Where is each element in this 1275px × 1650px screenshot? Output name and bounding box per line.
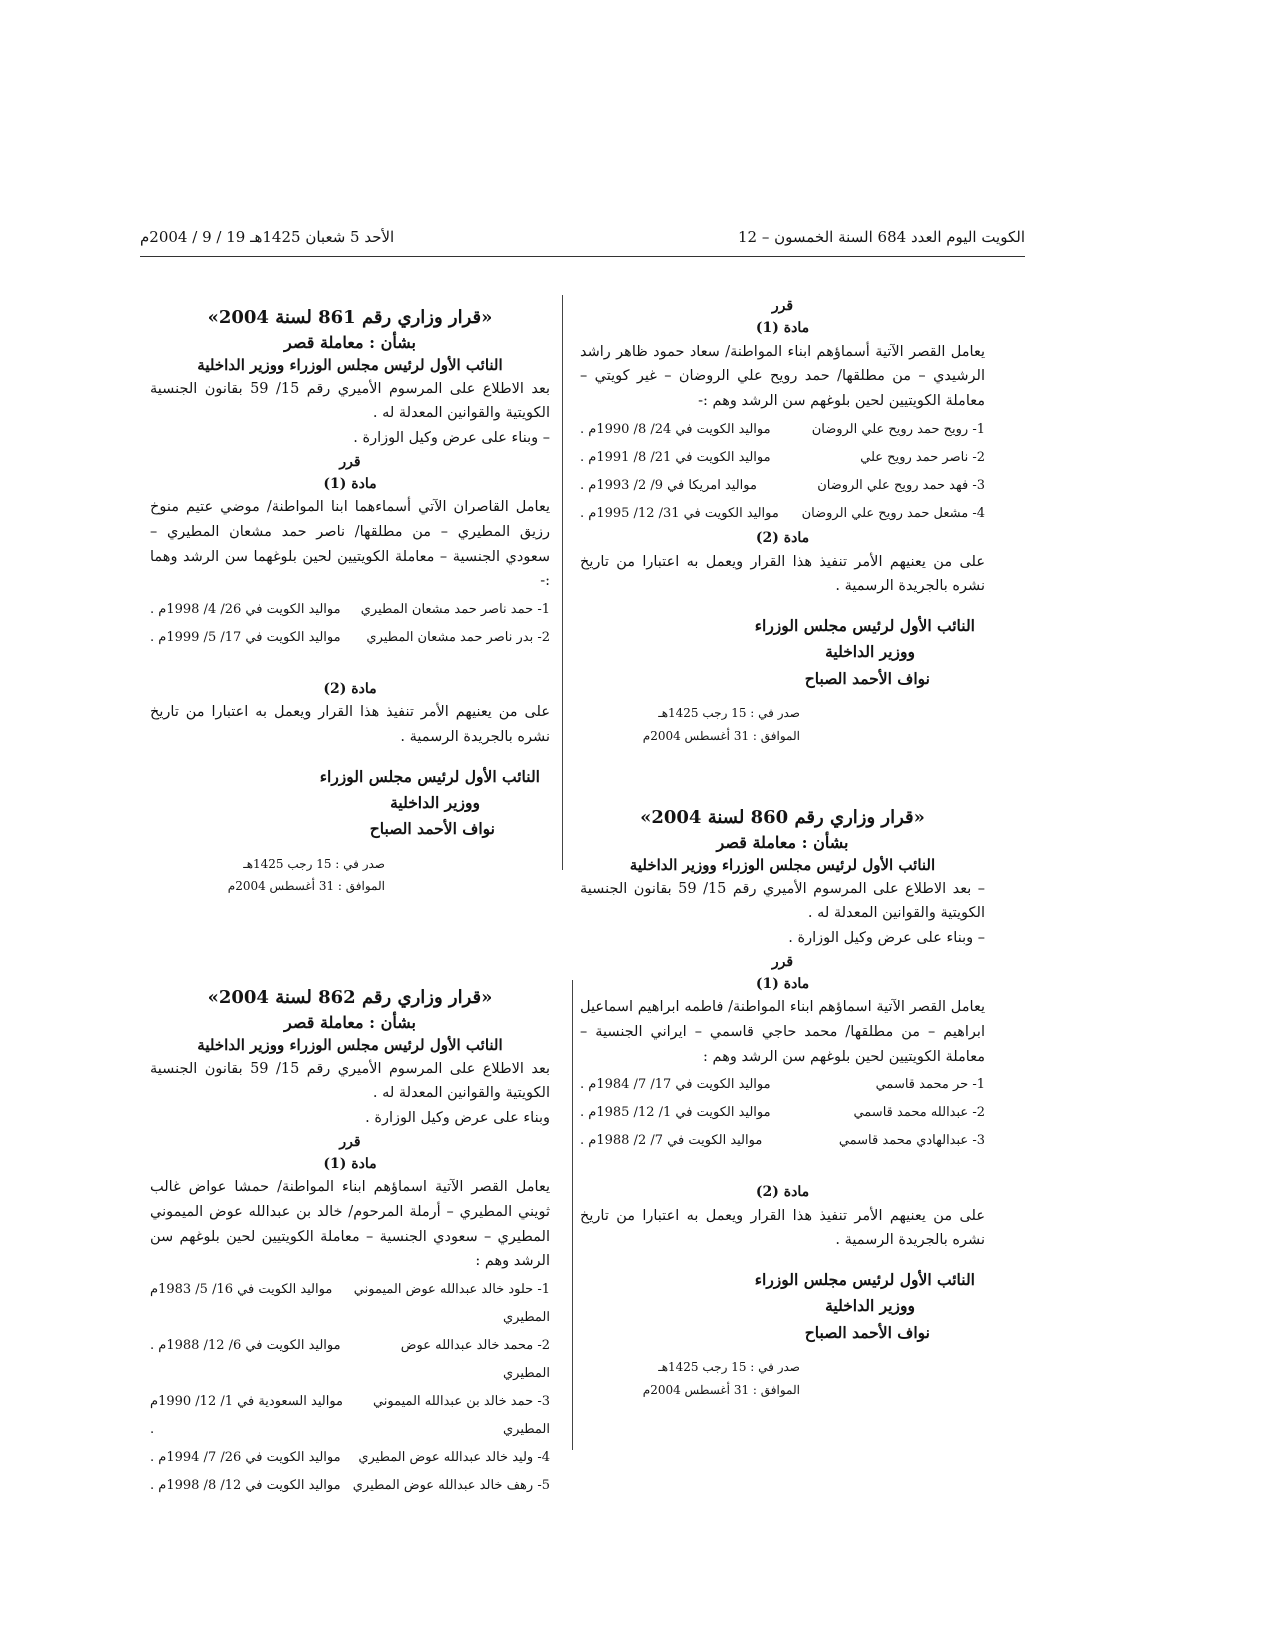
minor-name: 3- حمد خالد بن عبدالله الميموني المطيري	[372, 1393, 550, 1437]
issued-date: صدر في : 15 رجب 1425هـ	[243, 856, 385, 871]
article-1-text: يعامل القصر الآتية أسماؤهم ابناء المواطنة/ سعاد حمود ظاهر راشد الرشيدي – من مطلقها/ حمد رويح علي الروضان – غير كويتي – معاملة الكويتيين لحين بلوغهم سن الرشد وهم :-	[580, 343, 985, 410]
list-item	[150, 1444, 550, 1472]
decision-subject: بشأن : معاملة قصر	[716, 833, 849, 853]
decision-subject: بشأن : معاملة قصر	[284, 1013, 416, 1033]
list-item	[150, 1332, 550, 1388]
list-item	[580, 1071, 985, 1099]
signatory-office: ووزير الداخلية	[390, 792, 480, 812]
minor-name: 1- حر محمد قاسمي	[875, 1077, 985, 1093]
minor-name: 4- وليد خالد عبدالله عوض المطيري	[358, 1449, 550, 1465]
minor-name: 1- حلود خالد عبدالله عوض الميموني المطيري	[353, 1282, 550, 1325]
minor-name: 2- محمد خالد عبدالله عوض المطيري	[400, 1337, 550, 1381]
decision-title: «قرار وزاري رقم 862 لسنة 2004»	[207, 987, 493, 1008]
minor-name: 3- فهد حمد رويح علي الروضان	[817, 477, 985, 493]
issue-date: الأحد 5 شعبان 1425هـ 19 / 9 / 2004م	[140, 228, 395, 246]
minor-name: 2- بدر ناصر حمد مشعان المطيري	[366, 629, 550, 645]
minor-name: 2- عبدالله محمد قاسمي	[853, 1105, 985, 1121]
column-divider	[562, 295, 563, 870]
signatory-title: النائب الأول لرئيس مجلس الوزراء	[754, 1269, 975, 1289]
qarar-heading: قرر	[771, 953, 794, 970]
list-item	[580, 444, 985, 472]
birth-detail: مواليد السعودية في 1/ 12/ 1990م .	[150, 1393, 343, 1437]
minors-list	[150, 596, 550, 652]
birth-detail: مواليد الكويت في 16/ 5/ 1983م	[150, 1282, 333, 1298]
birth-detail: مواليد امريكا في 9/ 2/ 1993م .	[580, 477, 757, 493]
minor-name: 3- عبدالهادي محمد قاسمي	[838, 1133, 985, 1149]
corresponding-date: الموافق : 31 أغسطس 2004م	[227, 879, 385, 894]
list-item	[150, 1472, 550, 1500]
decision-authority: النائب الأول لرئيس مجلس الوزراء ووزير الداخلية	[197, 1036, 503, 1055]
article-1-heading: مادة (1)	[323, 476, 377, 493]
minor-name: 5- رهف خالد عبدالله عوض المطيري	[352, 1477, 550, 1493]
birth-detail: مواليد الكويت في 26/ 7/ 1994م .	[150, 1449, 341, 1465]
birth-detail: مواليد الكويت في 12/ 8/ 1998م .	[150, 1477, 341, 1493]
issued-date: صدر في : 15 رجب 1425هـ	[658, 1359, 800, 1374]
decision-title: «قرار وزاري رقم 861 لسنة 2004»	[207, 307, 493, 328]
signatory-name: نواف الأحمد الصباح	[804, 668, 930, 688]
header-divider	[140, 256, 1025, 257]
article-1-text: يعامل القصر الآتية اسماؤهم ابناء المواطنة/ فاطمه ابراهيم اسماعيل ابراهيم – من مطلقها/ محمد حاجي قاسمي – ايراني الجنسية – معاملة الكويتيين لحين بلوغهم سن الرشد وهم :	[580, 999, 985, 1065]
birth-detail: مواليد الكويت في 17/ 7/ 1984م .	[580, 1077, 771, 1093]
article-1-heading: مادة (1)	[755, 976, 810, 993]
minors-list	[580, 1071, 985, 1155]
birth-detail: مواليد الكويت في 7/ 2/ 1988م .	[580, 1133, 763, 1149]
minors-list	[580, 416, 985, 528]
issue-date-block	[150, 853, 550, 899]
article-2-heading: مادة (2)	[755, 1184, 810, 1201]
qarar-heading: قرر	[771, 298, 794, 314]
signatory-office: ووزير الداخلية	[825, 1296, 915, 1316]
list-item	[580, 1127, 985, 1155]
article-2-text: على من يعنيهم الأمر تنفيذ هذا القرار ويعمل به اعتبارا من تاريخ نشره بالجريدة الرسمية .	[150, 704, 550, 745]
decision-authority: النائب الأول لرئيس مجلس الوزراء ووزير الداخلية	[197, 356, 503, 375]
birth-detail: مواليد الكويت في 6/ 12/ 1988م .	[150, 1337, 341, 1353]
birth-detail: مواليد الكويت في 1/ 12/ 1985م .	[580, 1105, 771, 1121]
minor-name: 4- مشعل حمد رويح علي الروضان	[801, 505, 985, 521]
decision-authority: النائب الأول لرئيس مجلس الوزراء ووزير الداخلية	[629, 856, 936, 875]
preamble-proposal: وبناء على عرض وكيل الوزارة .	[365, 1110, 550, 1127]
signatory-office: ووزير الداخلية	[825, 642, 915, 662]
preamble-proposal: – وبناء على عرض وكيل الوزارة .	[353, 430, 550, 447]
decision-861	[150, 305, 550, 898]
signatory-name: نواف الأحمد الصباح	[369, 819, 495, 839]
list-item	[580, 416, 985, 444]
list-item	[580, 500, 985, 528]
birth-detail: مواليد الكويت في 24/ 8/ 1990م .	[580, 421, 771, 437]
signature-block	[580, 613, 985, 692]
signature-block	[150, 764, 550, 843]
article-1-text: يعامل القاصران الآتي أسماءهما ابنا المواطنة/ موضي عتيم منوخ رزيق المطيري – من مطلقها/ ناصر حمد مشعان المطيري – سعودي الجنسية – معاملة الكويتيين لحين بلوغهما سن الرشد وهما :-	[150, 499, 550, 590]
issue-date-block	[580, 702, 985, 748]
list-item	[580, 1099, 985, 1127]
list-item	[580, 472, 985, 500]
article-2-text: على من يعنيهم الأمر تنفيذ هذا القرار ويعمل به اعتبارا من تاريخ نشره بالجريدة الرسمية .	[580, 1207, 985, 1249]
signature-block	[580, 1267, 985, 1346]
article-2-text: على من يعنيهم الأمر تنفيذ هذا القرار ويعمل به اعتبارا من تاريخ نشره بالجريدة الرسمية .	[580, 553, 985, 595]
decision-title: «قرار وزاري رقم 860 لسنة 2004»	[640, 807, 925, 828]
corresponding-date: الموافق : 31 أغسطس 2004م	[642, 728, 800, 743]
decision-862	[150, 985, 550, 1500]
preamble-decree: – بعد الاطلاع على المرسوم الأميري رقم 15/ 59 بقانون الجنسية الكويتية والقوانين المعدلة له .	[580, 880, 985, 922]
decision-subject: بشأن : معاملة قصر	[284, 333, 416, 353]
birth-detail: مواليد الكويت في 21/ 8/ 1991م .	[580, 449, 771, 465]
list-item	[150, 624, 550, 652]
article-1-heading: مادة (1)	[323, 1156, 377, 1173]
minor-name: 2- ناصر حمد رويح علي	[860, 449, 985, 465]
list-item	[150, 596, 550, 624]
decision-860	[580, 805, 985, 1402]
preamble-decree: بعد الاطلاع على المرسوم الأميري رقم 15/ 59 بقانون الجنسية الكويتية والقوانين المعدلة له .	[150, 380, 550, 422]
birth-detail: مواليد الكويت في 17/ 5/ 1999م .	[150, 629, 341, 645]
signatory-name: نواف الأحمد الصباح	[804, 1322, 930, 1342]
birth-detail: مواليد الكويت في 31/ 12/ 1995م .	[580, 505, 779, 521]
list-item	[150, 1388, 550, 1444]
qarar-heading: قرر	[339, 453, 361, 470]
birth-detail: مواليد الكويت في 26/ 4/ 1998م .	[150, 602, 341, 618]
issue-date-block	[580, 1356, 985, 1402]
signatory-title: النائب الأول لرئيس مجلس الوزراء	[754, 616, 975, 636]
corresponding-date: الموافق : 31 أغسطس 2004م	[642, 1382, 800, 1397]
article-2-heading: مادة (2)	[323, 680, 377, 697]
preamble-proposal: – وبناء على عرض وكيل الوزارة .	[788, 930, 985, 947]
article-2-heading: مادة (2)	[755, 530, 810, 547]
minors-list	[150, 1276, 550, 1500]
qarar-heading: قرر	[339, 1133, 361, 1150]
column-divider	[572, 980, 573, 1450]
minor-name: 1- رويح حمد رويح علي الروضان	[811, 421, 985, 437]
article-1-heading: مادة (1)	[755, 320, 810, 337]
article-1-text: يعامل القصر الآتية اسماؤهم ابناء المواطنة/ حمشا عواض غالب ثويني المطيري – أرملة المرحوم/ خالد بن عبدالله عوض الميموني المطيري – سعودي الجنسية – معاملة الكويتيين لحين بلوغهم سن الرشد وهم :	[150, 1179, 550, 1270]
signatory-title: النائب الأول لرئيس مجلس الوزراء	[319, 766, 540, 786]
issued-date: صدر في : 15 رجب 1425هـ	[658, 706, 800, 721]
decision-continued	[580, 295, 985, 748]
minor-name: 1- حمد ناصر حمد مشعان المطيري	[360, 602, 550, 618]
preamble-decree: بعد الاطلاع على المرسوم الأميري رقم 15/ 59 بقانون الجنسية الكويتية والقوانين المعدلة له .	[150, 1060, 550, 1102]
newspaper-issue-info: الكويت اليوم العدد 684 السنة الخمسون – 12	[737, 228, 1025, 246]
list-item	[150, 1276, 550, 1332]
